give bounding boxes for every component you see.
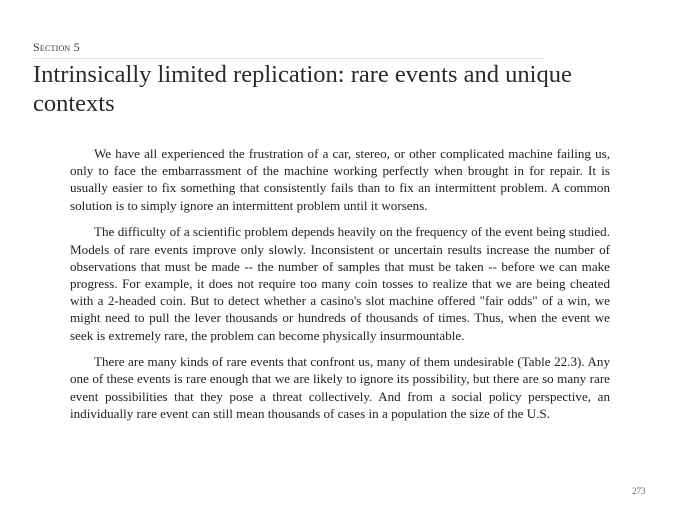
paragraph: There are many kinds of rare events that confront us, many of them undesirable (Table 22.3). Any one of these events is rare enough that we are likely to ignore its possibility, but there are so many rare event possibilities that they pose a threat collectively. And from a social policy perspective, an individually rare event can still mean thousands of cases in a population the size of the U.S. — [70, 354, 610, 421]
section-label: Section 5 — [33, 40, 80, 54]
paragraph: We have all experienced the frustration of a car, stereo, or other complicated machine failing us, only to face the embarrassment of the machine working perfectly when brought in for repair. It is usually easier to fix something that consistently fails than to fix an intermittent problem. A common solution is to simply ignore an intermittent problem until it worsens. — [70, 146, 610, 213]
section-divider — [33, 58, 544, 59]
page-title: Intrinsically limited replication: rare events and unique contexts — [33, 61, 572, 117]
page-number: 273 — [632, 486, 646, 496]
paragraph: The difficulty of a scientific problem depends heavily on the frequency of the event being studied. Models of rare events improve only slowly. Inconsistent or uncertain results increase the number of observations that must be made -- the number of samples that must be taken -- before we can make progress. For example, it does not require too many coin tosses to realize that we are being cheated with a 2-headed coin. But to detect whether a casino's slot machine offered "fair odds" of a win, we might need to pull the lever thousands or hundreds of thousands of times. Thus, when the event we seek is extremely rare, the problem can become physically insurmountable. — [70, 224, 610, 343]
body-text — [70, 145, 610, 432]
